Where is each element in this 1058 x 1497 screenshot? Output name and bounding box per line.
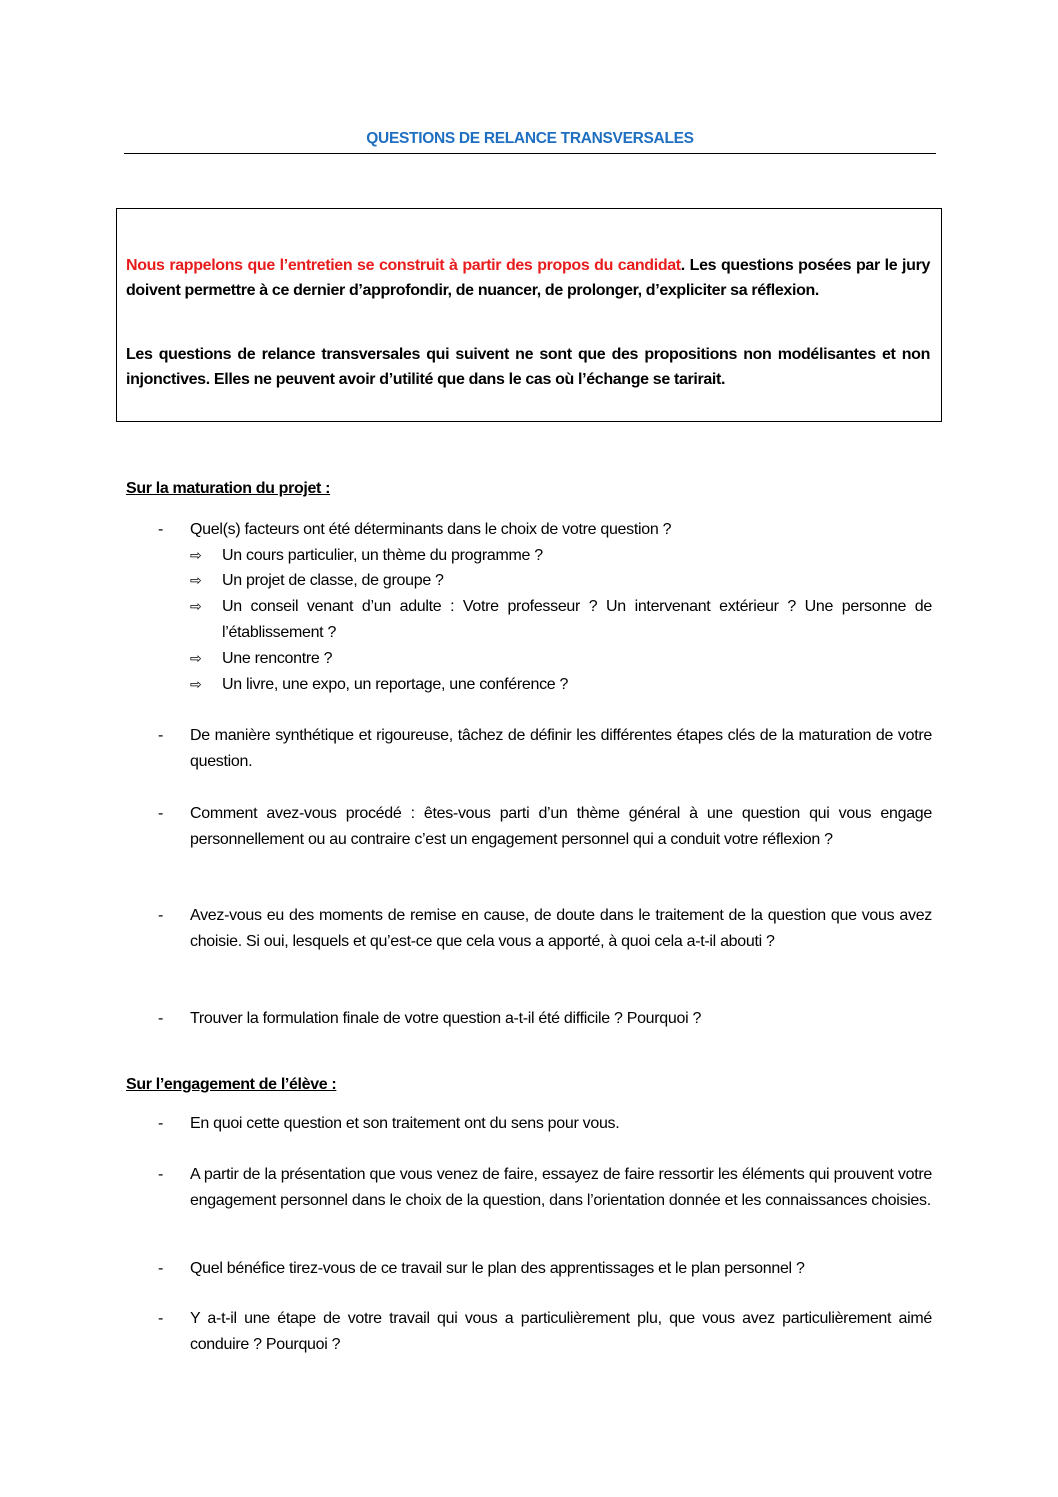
reminder-paragraph-2: Les questions de relance transversales qui suivent ne sont que des propositions non modélisantes et non injonctives. Elles ne peuvent avoir d’utilité que dans le cas où l’échange se tarirait. bbox=[126, 346, 930, 388]
reminder-text: . Les questions posées par le jury doivent permettre à ce dernier d’approfondir, de nuancer, de prolonger, d’expliciter sa réflexion. bbox=[126, 257, 930, 299]
sub-question-item: ⇨ Un conseil venant d’un adulte : Votre professeur ? Un intervenant extérieur ? Une personne de l’établissement ? bbox=[222, 594, 932, 646]
page-title: QUESTIONS DE RELANCE TRANSVERSALES bbox=[366, 130, 694, 147]
arrow-right-outline-icon: ⇨ bbox=[190, 573, 202, 589]
sub-question-item: ⇨ Un projet de classe, de groupe ? bbox=[222, 568, 932, 594]
arrow-right-outline-icon: ⇨ bbox=[190, 548, 202, 564]
arrow-right-outline-icon: ⇨ bbox=[190, 599, 202, 615]
question-item: - En quoi cette question et son traitement ont du sens pour vous. bbox=[190, 1111, 932, 1137]
arrow-right-outline-icon: ⇨ bbox=[190, 677, 202, 693]
sub-question-item: ⇨ Un livre, une expo, un reportage, une conférence ? bbox=[222, 672, 932, 698]
question-item: - Comment avez-vous procédé : êtes-vous parti d’un thème général à une question qui vous engage personnellement ou au contraire c’est un engagement personnel qui a conduit votre réflexion ? bbox=[190, 801, 932, 853]
section-heading-maturation: Sur la maturation du projet : bbox=[126, 480, 331, 497]
question-item: - Avez-vous eu des moments de remise en cause, de doute dans le traitement de la question que vous avez choisie. Si oui, lesquels et qu’est-ce que cela vous a apporté, à quoi cela a-t-il abouti ? bbox=[190, 903, 932, 955]
question-item: - A partir de la présentation que vous venez de faire, essayez de faire ressortir les éléments qui prouvent votre engagement personnel dans le choix de la question, dans l’orientation donnée et les connaissances choisies. bbox=[190, 1162, 932, 1214]
reminder-highlight: Nous rappelons que l’entretien se construit à partir des propos du candidat bbox=[126, 257, 681, 274]
sub-question-item: ⇨ Une rencontre ? bbox=[222, 646, 932, 672]
reminder-paragraph-1 bbox=[126, 253, 930, 303]
question-item: - Quel(s) facteurs ont été déterminants dans le choix de votre question ? bbox=[190, 517, 932, 543]
question-item: - De manière synthétique et rigoureuse, tâchez de définir les différentes étapes clés de la maturation de votre question. bbox=[190, 723, 932, 775]
arrow-right-outline-icon: ⇨ bbox=[190, 651, 202, 667]
question-item: - Y a-t-il une étape de votre travail qui vous a particulièrement plu, que vous avez particulièrement aimé conduire ? Pourquoi ? bbox=[190, 1306, 932, 1358]
section-heading-engagement: Sur l’engagement de l’élève : bbox=[126, 1076, 337, 1093]
sub-question-item: ⇨ Un cours particulier, un thème du programme ? bbox=[222, 543, 932, 569]
title-underline-rule bbox=[124, 153, 936, 154]
question-item: - Trouver la formulation finale de votre question a-t-il été difficile ? Pourquoi ? bbox=[190, 1006, 932, 1032]
question-item: - Quel bénéfice tirez-vous de ce travail sur le plan des apprentissages et le plan personnel ? bbox=[190, 1256, 932, 1282]
